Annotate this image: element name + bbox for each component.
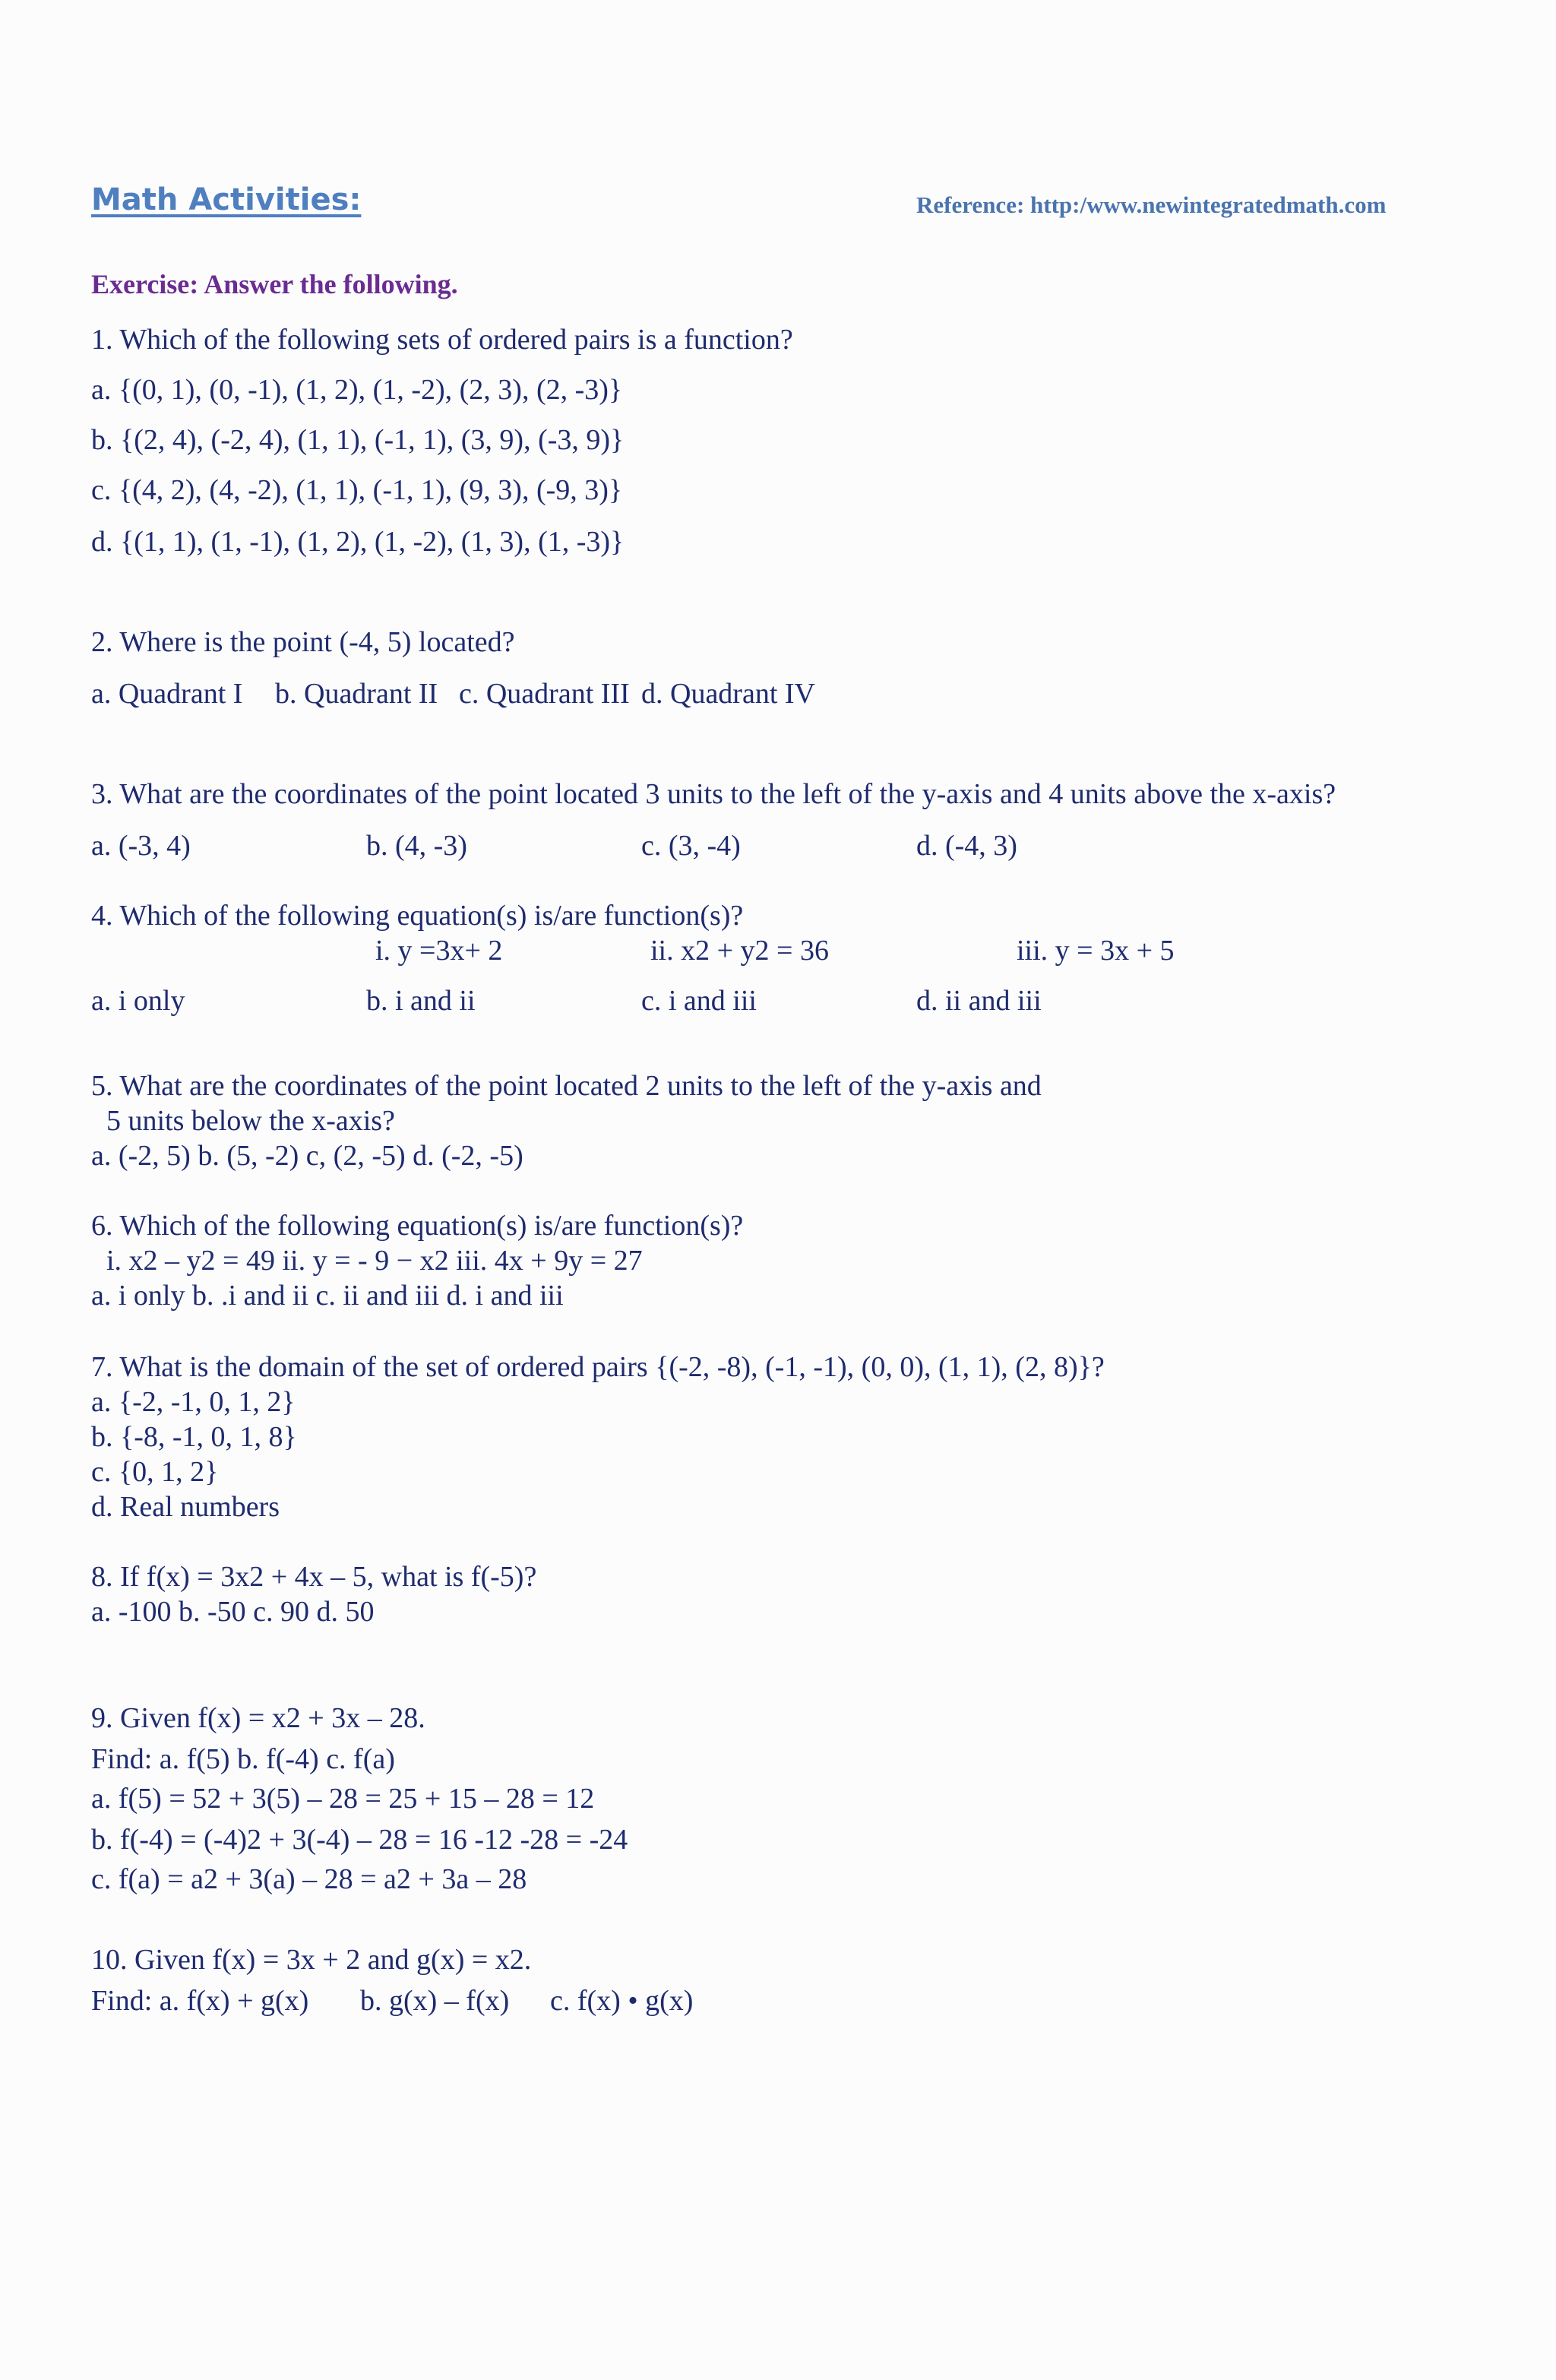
q1-question: 1. Which of the following sets of ordered pairs is a function? <box>91 324 793 356</box>
q4-choice-b: b. i and ii <box>366 985 476 1017</box>
q2-choice-d: d. Quadrant IV <box>641 678 815 710</box>
q9-given: 9. Given f(x) = x2 + 3x – 28. <box>91 1702 425 1734</box>
q5-question-line2: 5 units below the x-axis? <box>106 1105 395 1137</box>
q4-question: 4. Which of the following equation(s) is/are function(s)? <box>91 900 744 932</box>
q2-choice-a: a. Quadrant I <box>91 678 243 710</box>
q3-question: 3. What are the coordinates of the point located 3 units to the left of the y-axis and 4 units above the x-axis? <box>91 778 1336 810</box>
q9-answer-a: a. f(5) = 52 + 3(5) – 28 = 25 + 15 – 28 = 12 <box>91 1783 595 1815</box>
q7-choice-b: b. {-8, -1, 0, 1, 8} <box>91 1421 297 1453</box>
q4-item-i: i. y =3x+ 2 <box>375 935 503 967</box>
q4-choice-c: c. i and iii <box>641 985 757 1017</box>
q1-choice-b: b. {(2, 4), (-2, 4), (1, 1), (-1, 1), (3, 9), (-3, 9)} <box>91 424 625 456</box>
reference-link[interactable]: Reference: http:/www.newintegratedmath.com <box>916 191 1387 218</box>
q2-choice-b: b. Quadrant II <box>275 678 438 710</box>
q10-find-a: Find: a. f(x) + g(x) <box>91 1985 309 2017</box>
q9-answer-c: c. f(a) = a2 + 3(a) – 28 = a2 + 3a – 28 <box>91 1863 527 1895</box>
q8-question: 8. If f(x) = 3x2 + 4x – 5, what is f(-5)? <box>91 1561 537 1593</box>
q10-find-b: b. g(x) – f(x) <box>360 1985 510 2017</box>
q4-choice-d: d. ii and iii <box>916 985 1042 1017</box>
q3-choice-d: d. (-4, 3) <box>916 830 1017 862</box>
q4-item-iii: iii. y = 3x + 5 <box>1017 935 1175 967</box>
q7-choice-a: a. {-2, -1, 0, 1, 2} <box>91 1386 296 1418</box>
q5-choices: a. (-2, 5) b. (5, -2) c, (2, -5) d. (-2, -5) <box>91 1140 523 1172</box>
q7-question: 7. What is the domain of the set of ordered pairs {(-2, -8), (-1, -1), (0, 0), (1, 1), (2, 8)}? <box>91 1351 1105 1383</box>
q6-question: 6. Which of the following equation(s) is/are function(s)? <box>91 1210 744 1242</box>
q10-find-c: c. f(x) • g(x) <box>550 1985 694 2017</box>
q3-choice-a: a. (-3, 4) <box>91 830 191 862</box>
exercise-heading: Exercise: Answer the following. <box>91 269 458 299</box>
q9-answer-b: b. f(-4) = (-4)2 + 3(-4) – 28 = 16 -12 -28 = -24 <box>91 1824 628 1856</box>
q3-choice-c: c. (3, -4) <box>641 830 741 862</box>
q8-choices: a. -100 b. -50 c. 90 d. 50 <box>91 1596 375 1628</box>
q4-choice-a: a. i only <box>91 985 185 1017</box>
q1-choice-d: d. {(1, 1), (1, -1), (1, 2), (1, -2), (1, 3), (1, -3)} <box>91 526 625 558</box>
q6-choices: a. i only b. .i and ii c. ii and iii d. i and iii <box>91 1280 564 1312</box>
q2-question: 2. Where is the point (-4, 5) located? <box>91 626 515 658</box>
q10-given: 10. Given f(x) = 3x + 2 and g(x) = x2. <box>91 1944 532 1976</box>
q5-question-line1: 5. What are the coordinates of the point located 2 units to the left of the y-axis and <box>91 1070 1042 1102</box>
q2-choice-c: c. Quadrant III <box>459 678 630 710</box>
q1-choice-c: c. {(4, 2), (4, -2), (1, 1), (-1, 1), (9, 3), (-9, 3)} <box>91 474 623 506</box>
q1-choice-a: a. {(0, 1), (0, -1), (1, 2), (1, -2), (2, 3), (2, -3)} <box>91 374 623 406</box>
q7-choice-c: c. {0, 1, 2} <box>91 1456 219 1488</box>
page-title: Math Activities: <box>91 182 362 217</box>
q3-choice-b: b. (4, -3) <box>366 830 467 862</box>
q6-items: i. x2 – y2 = 49 ii. y = - 9 − x2 iii. 4x + 9y = 27 <box>106 1245 643 1277</box>
q4-item-ii: ii. x2 + y2 = 36 <box>650 935 829 967</box>
q9-find: Find: a. f(5) b. f(-4) c. f(a) <box>91 1743 395 1775</box>
q7-choice-d: d. Real numbers <box>91 1491 280 1523</box>
